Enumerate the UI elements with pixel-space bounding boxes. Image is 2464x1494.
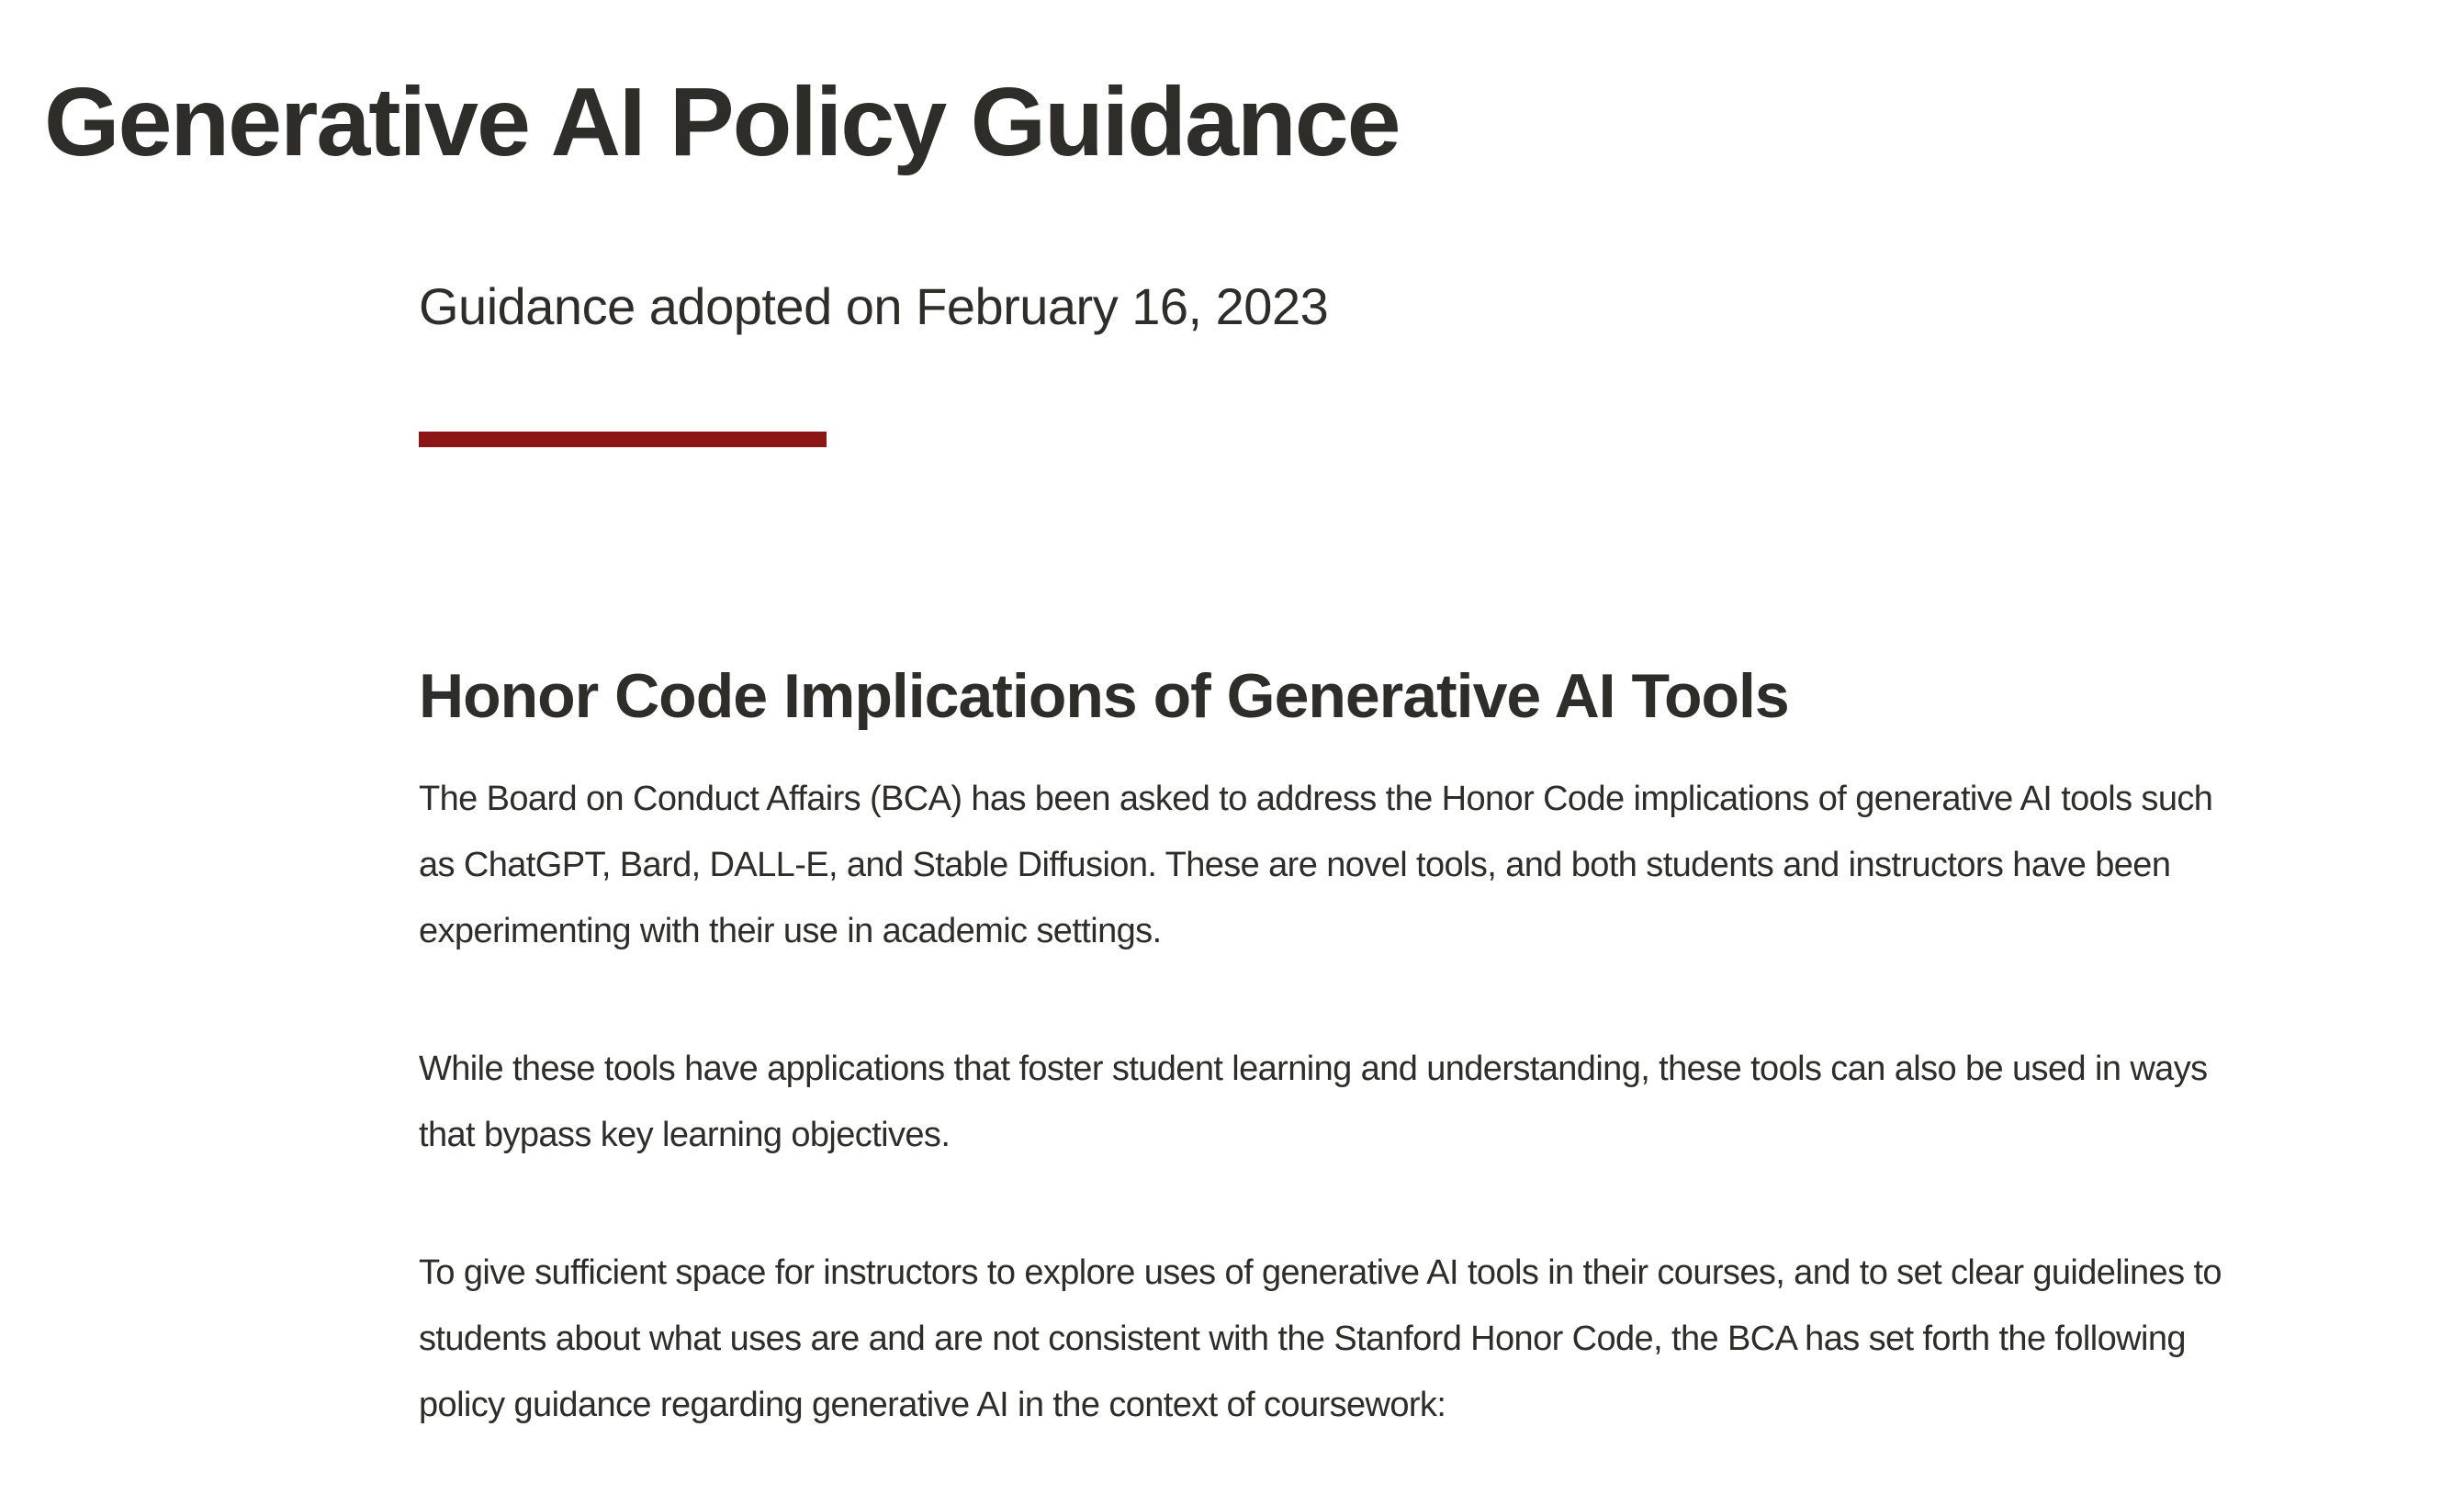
page-title: Generative AI Policy Guidance xyxy=(44,68,1400,176)
section-heading: Honor Code Implications of Generative AI Tools xyxy=(419,661,1789,732)
accent-divider xyxy=(419,432,827,447)
paragraph-guidance: To give sufficient space for instructors to explore uses of generative AI tools in their courses, and to set clear guidelines to students about what uses are and are not consistent with the Stanford Honor Code, the BCA has set forth the following policy guidance regarding generative AI in the context of coursework: xyxy=(419,1252,2222,1424)
paragraph-intro: The Board on Conduct Affairs (BCA) has been asked to address the Honor Code implications of generative AI tools such as ChatGPT, Bard, DALL-E, and Stable Diffusion. These are novel tools, and both students and instructors have been experimenting with their use in academic settings. xyxy=(419,779,2213,950)
adoption-date-subtitle: Guidance adopted on February 16, 2023 xyxy=(419,277,1329,335)
paragraph-applications: While these tools have applications that foster student learning and understanding, these tools can also be used in ways that bypass key learning objectives. xyxy=(419,1049,2208,1154)
main-content xyxy=(419,275,2246,1438)
